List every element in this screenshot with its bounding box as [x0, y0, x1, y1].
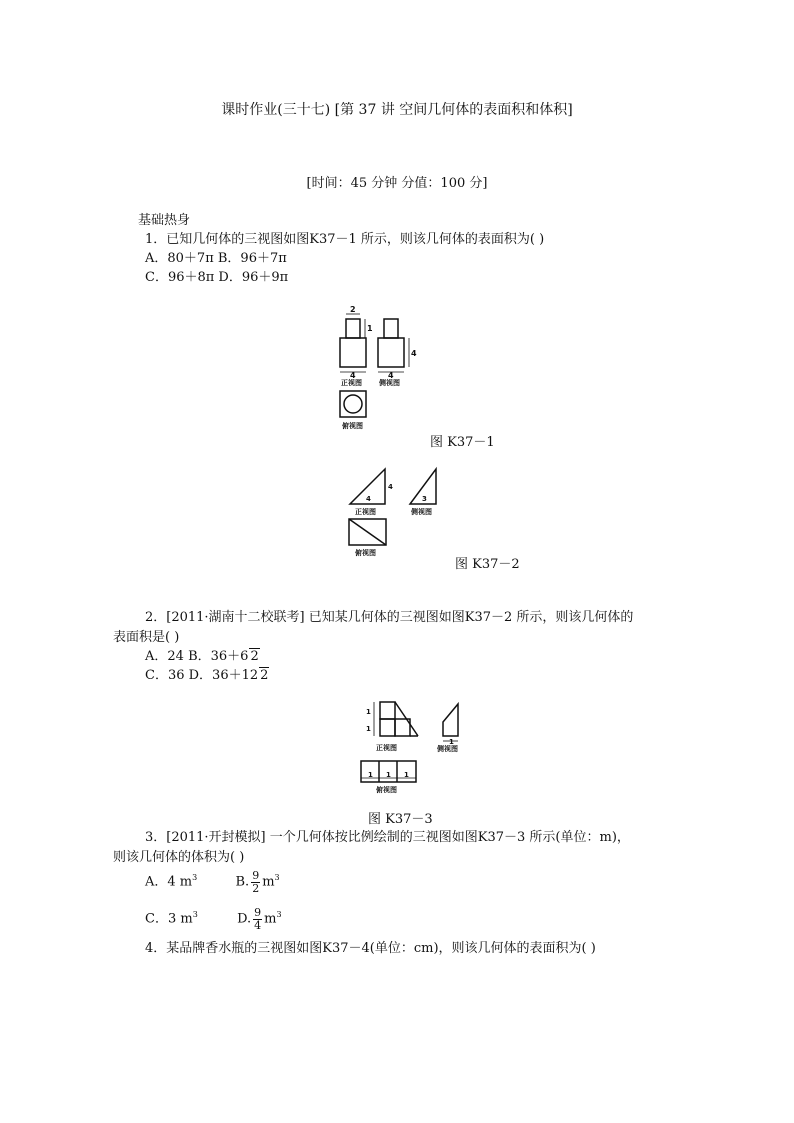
q3-option-a-exp: 3 — [192, 873, 198, 883]
fig3-side-label: 侧视图 — [437, 745, 458, 753]
q3-option-c: C．3 m — [145, 911, 193, 927]
section-heading: 基础热身 — [138, 213, 191, 228]
fig1-caption: 图 K37－1 — [430, 435, 495, 450]
fig2-dim-side: 3 — [422, 495, 427, 503]
fig1-dim-front-w: 4 — [350, 371, 356, 380]
q3-option-a: A．4 m — [145, 874, 193, 890]
fig3-top-label: 俯视图 — [376, 786, 397, 794]
q3-stem-line1: 3．[2011·开封模拟] 一个几何体按比例绘制的三视图如图K37－3 所示(单位：m)， — [145, 830, 630, 845]
fig1-dim-upper: 1 — [367, 324, 373, 333]
q2-option-ab-text: A．24 B．36＋6 — [145, 649, 249, 664]
fig2-front-label: 正视图 — [355, 508, 376, 516]
q2-options-ab — [145, 649, 260, 666]
fig2-caption: 图 K37－2 — [455, 557, 520, 572]
fig3-dim-h2: 1 — [366, 725, 371, 733]
q3-option-b-fraction — [251, 870, 260, 894]
q2-stem-line1: 2．[2011·湖南十二校联考] 已知某几何体的三视图如图K37－2 所示，则该几何体的 — [145, 610, 634, 625]
q3-option-d-den: 4 — [254, 918, 262, 932]
fig3-dim-h1: 1 — [366, 708, 371, 716]
page-title: 课时作业(三十七) [第 37 讲 空间几何体的表面积和体积] — [221, 102, 573, 118]
fig3-dim-side-w: 1 — [449, 738, 454, 746]
q3-option-b-exp: 3 — [274, 873, 280, 883]
fig3-caption: 图 K37－3 — [368, 812, 433, 827]
fig2-side-label: 侧视图 — [411, 508, 432, 516]
q3-option-d-exp: 3 — [276, 910, 282, 920]
fig1-front-label: 正视图 — [341, 379, 362, 387]
q2-stem-line2: 表面积是( ) — [113, 630, 180, 645]
q3-options-cd — [145, 907, 282, 931]
q3-option-b: B. — [235, 874, 250, 890]
fig2-dim-front-h: 4 — [388, 483, 393, 491]
q3-option-d-num: 9 — [254, 906, 262, 919]
fig3-dim-top-2: 1 — [386, 771, 391, 779]
q1-options-cd: C．96＋8π D．96＋9π — [145, 270, 289, 285]
q3-option-d: D. — [237, 911, 252, 927]
q3-option-b-den: 2 — [252, 881, 260, 895]
q3-option-b-unit: m — [262, 874, 275, 890]
fig1-dim-top: 2 — [350, 305, 356, 314]
q1-stem: 1．已知几何体的三视图如图K37－1 所示，则该几何体的表面积为( ) — [145, 232, 545, 247]
fig2-dim-front: 4 — [366, 495, 371, 503]
fig1-dim-side-w: 4 — [388, 371, 394, 380]
q1-options-ab: A．80＋7π B．96＋7π — [145, 251, 287, 266]
fig3-dim-top-3: 1 — [404, 771, 409, 779]
time-score-line: [时间：45 分钟 分值：100 分] — [306, 176, 488, 191]
q3-option-b-num: 9 — [252, 869, 260, 882]
fig1-dim-lower: 4 — [411, 349, 417, 358]
fig3-dim-top-1: 1 — [368, 771, 373, 779]
q3-option-d-fraction — [253, 907, 262, 931]
q3-options-ab — [145, 870, 280, 894]
q2-option-d-radical: 2 — [260, 668, 269, 683]
fig1-top-label: 俯视图 — [342, 422, 363, 430]
fig2-top-label: 俯视图 — [355, 549, 376, 557]
q2-options-cd — [145, 668, 269, 685]
q2-option-b-radical: 2 — [250, 649, 259, 664]
q3-option-c-exp: 3 — [192, 910, 198, 920]
q4-stem: 4．某品牌香水瓶的三视图如图K37－4(单位：cm)，则该几何体的表面积为( ) — [145, 941, 596, 956]
fig3-front-label: 正视图 — [376, 744, 397, 752]
q3-stem-line2: 则该几何体的体积为( ) — [113, 850, 245, 865]
q2-option-cd-text: C．36 D．36＋12 — [145, 668, 259, 683]
fig1-side-label: 侧视图 — [379, 379, 400, 387]
q3-option-d-unit: m — [264, 911, 277, 927]
